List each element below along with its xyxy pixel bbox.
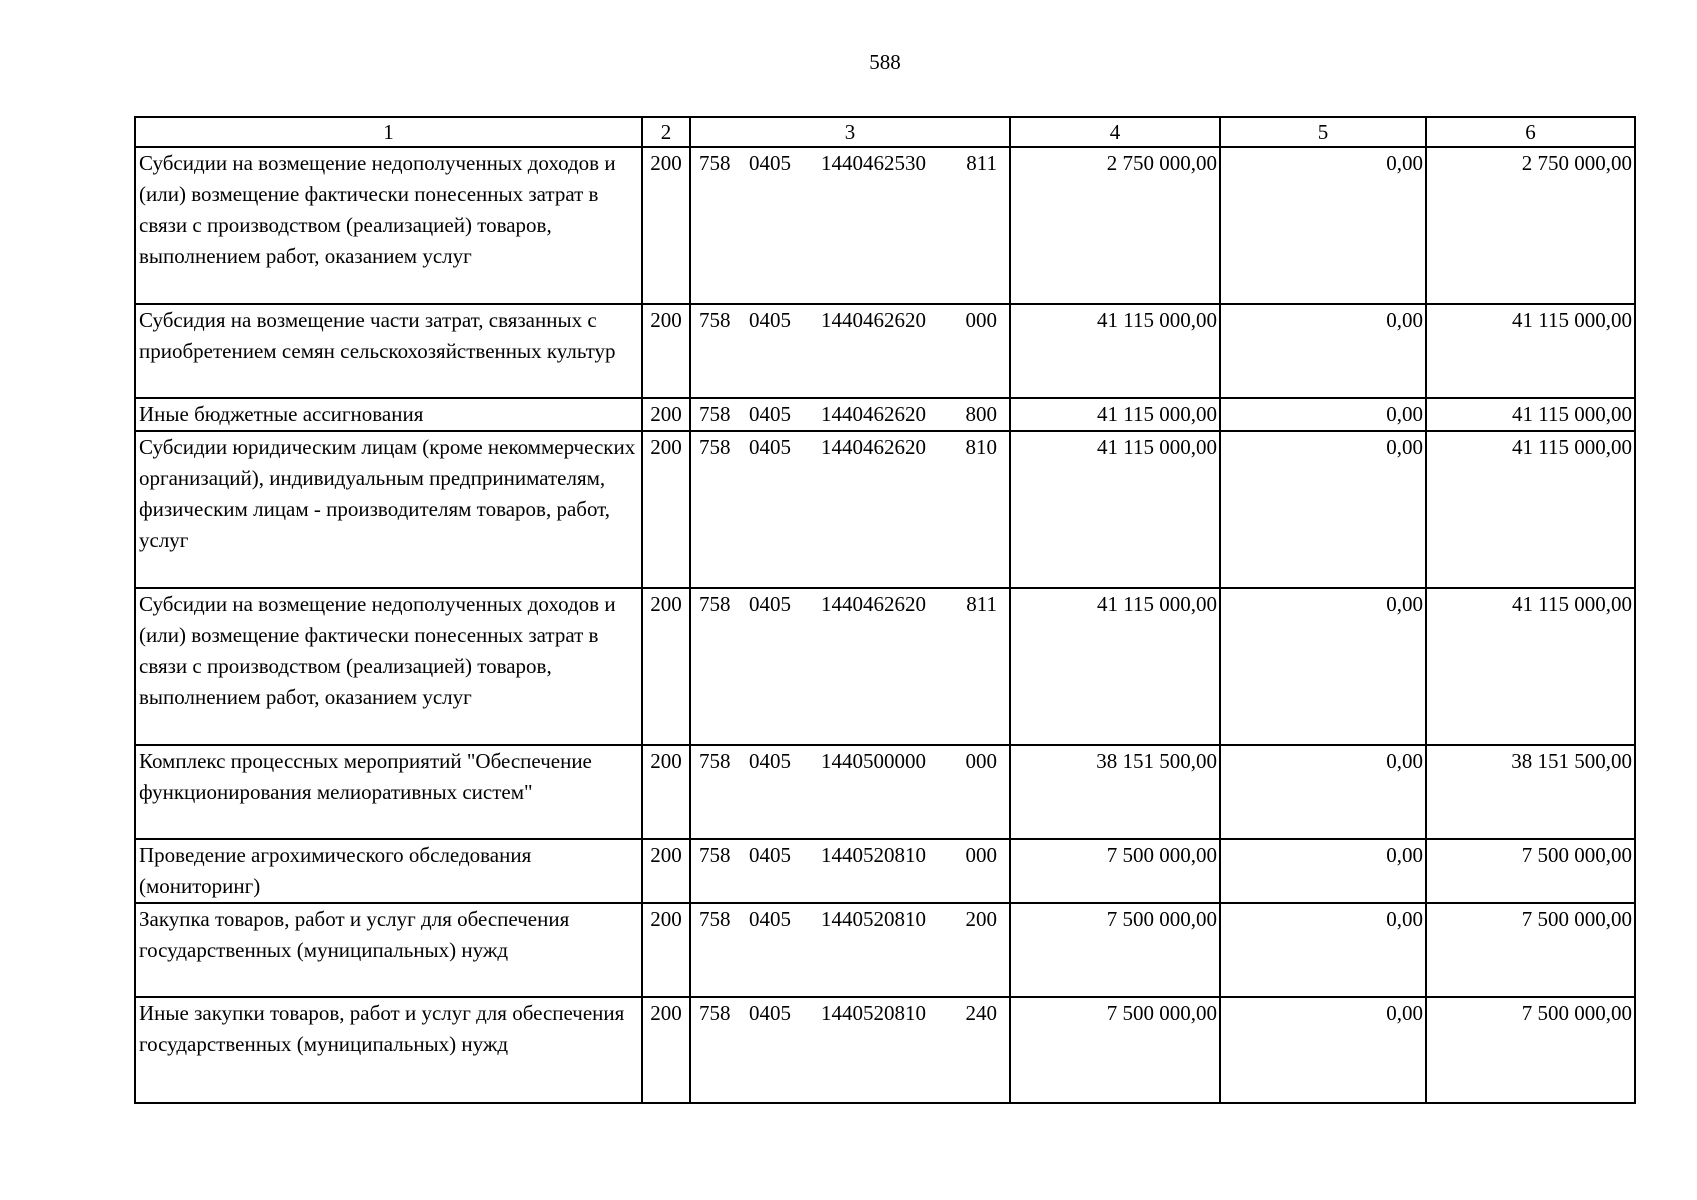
row-name: Проведение агрохимического обследования (мониторинг) [135, 839, 642, 903]
code-section: 0405 [749, 907, 791, 931]
code-expense-type: 000 [965, 749, 997, 773]
code-target: 1440462620 [821, 435, 926, 459]
code-gr: 758 [699, 1001, 731, 1025]
row-name: Субсидии на возмещение недополученных доходов и (или) возмещение фактически понесенных затрат в связи с производством (реализацией) товаров, выполнением работ, оказанием услуг [135, 147, 642, 304]
row-code: 200 [642, 839, 690, 903]
classification-code [690, 839, 1010, 903]
classification-code [690, 903, 1010, 997]
code-expense-type: 000 [965, 843, 997, 867]
code-gr: 758 [699, 151, 731, 175]
code-gr: 758 [699, 907, 731, 931]
amount-col5: 0,00 [1220, 304, 1426, 398]
amount-col5: 0,00 [1220, 997, 1426, 1103]
code-gr: 758 [699, 592, 731, 616]
row-code: 200 [642, 745, 690, 839]
code-section: 0405 [749, 402, 791, 426]
table-row [135, 431, 1635, 588]
table-row [135, 997, 1635, 1103]
code-section: 0405 [749, 749, 791, 773]
code-target: 1440520810 [821, 843, 926, 867]
row-name: Иные закупки товаров, работ и услуг для обеспечения государственных (муниципальных) нужд [135, 997, 642, 1103]
classification-code [690, 304, 1010, 398]
row-name: Комплекс процессных мероприятий "Обеспечение функционирования мелиоративных систем" [135, 745, 642, 839]
amount-col6: 41 115 000,00 [1426, 431, 1635, 588]
row-name: Субсидии юридическим лицам (кроме некоммерческих организаций), индивидуальным предпринимателям, физическим лицам - производителям товаров, работ, услуг [135, 431, 642, 588]
table-row [135, 398, 1635, 431]
row-code: 200 [642, 588, 690, 745]
code-gr: 758 [699, 749, 731, 773]
code-section: 0405 [749, 1001, 791, 1025]
row-name: Закупка товаров, работ и услуг для обеспечения государственных (муниципальных) нужд [135, 903, 642, 997]
amount-col4: 41 115 000,00 [1010, 431, 1220, 588]
amount-col5: 0,00 [1220, 398, 1426, 431]
code-target: 1440462620 [821, 402, 926, 426]
amount-col5: 0,00 [1220, 839, 1426, 903]
amount-col4: 41 115 000,00 [1010, 304, 1220, 398]
table-row [135, 839, 1635, 903]
row-code: 200 [642, 431, 690, 588]
amount-col6: 7 500 000,00 [1426, 997, 1635, 1103]
amount-col6: 41 115 000,00 [1426, 398, 1635, 431]
row-name: Иные бюджетные ассигнования [135, 398, 642, 431]
amount-col4: 7 500 000,00 [1010, 903, 1220, 997]
amount-col6: 7 500 000,00 [1426, 903, 1635, 997]
row-code: 200 [642, 304, 690, 398]
amount-col6: 7 500 000,00 [1426, 839, 1635, 903]
row-code: 200 [642, 997, 690, 1103]
code-gr: 758 [699, 435, 731, 459]
code-target: 1440462620 [821, 308, 926, 332]
amount-col5: 0,00 [1220, 431, 1426, 588]
code-expense-type: 811 [966, 151, 997, 175]
page-number: 588 [869, 50, 901, 74]
code-target: 1440500000 [821, 749, 926, 773]
classification-code [690, 997, 1010, 1103]
row-name: Субсидия на возмещение части затрат, связанных с приобретением семян сельскохозяйственных культур [135, 304, 642, 398]
column-number: 6 [1426, 117, 1635, 147]
table-row [135, 147, 1635, 304]
amount-col6: 41 115 000,00 [1426, 588, 1635, 745]
budget-table [134, 116, 1636, 1104]
classification-code [690, 588, 1010, 745]
row-code: 200 [642, 903, 690, 997]
row-code: 200 [642, 147, 690, 304]
amount-col6: 2 750 000,00 [1426, 147, 1635, 304]
code-section: 0405 [749, 308, 791, 332]
code-section: 0405 [749, 435, 791, 459]
code-gr: 758 [699, 843, 731, 867]
table-row [135, 745, 1635, 839]
amount-col4: 38 151 500,00 [1010, 745, 1220, 839]
classification-code [690, 398, 1010, 431]
row-name: Субсидии на возмещение недополученных доходов и (или) возмещение фактически понесенных затрат в связи с производством (реализацией) товаров, выполнением работ, оказанием услуг [135, 588, 642, 745]
amount-col4: 7 500 000,00 [1010, 997, 1220, 1103]
code-expense-type: 810 [965, 435, 997, 459]
amount-col5: 0,00 [1220, 588, 1426, 745]
classification-code [690, 431, 1010, 588]
code-expense-type: 200 [965, 907, 997, 931]
amount-col4: 2 750 000,00 [1010, 147, 1220, 304]
amount-col5: 0,00 [1220, 903, 1426, 997]
amount-col4: 7 500 000,00 [1010, 839, 1220, 903]
code-expense-type: 811 [966, 592, 997, 616]
code-gr: 758 [699, 402, 731, 426]
classification-code [690, 745, 1010, 839]
column-number: 1 [135, 117, 642, 147]
table-row [135, 304, 1635, 398]
code-expense-type: 000 [965, 308, 997, 332]
amount-col6: 38 151 500,00 [1426, 745, 1635, 839]
amount-col4: 41 115 000,00 [1010, 588, 1220, 745]
amount-col5: 0,00 [1220, 147, 1426, 304]
code-target: 1440462620 [821, 592, 926, 616]
code-target: 1440520810 [821, 1001, 926, 1025]
code-target: 1440462530 [821, 151, 926, 175]
column-number: 2 [642, 117, 690, 147]
code-target: 1440520810 [821, 907, 926, 931]
column-number: 5 [1220, 117, 1426, 147]
code-expense-type: 800 [965, 402, 997, 426]
classification-code [690, 147, 1010, 304]
column-number: 4 [1010, 117, 1220, 147]
code-section: 0405 [749, 592, 791, 616]
code-gr: 758 [699, 308, 731, 332]
amount-col6: 41 115 000,00 [1426, 304, 1635, 398]
amount-col4: 41 115 000,00 [1010, 398, 1220, 431]
row-code: 200 [642, 398, 690, 431]
table-row [135, 903, 1635, 997]
code-expense-type: 240 [965, 1001, 997, 1025]
column-number: 3 [690, 117, 1010, 147]
table-row [135, 588, 1635, 745]
code-section: 0405 [749, 843, 791, 867]
code-section: 0405 [749, 151, 791, 175]
column-number-row [135, 117, 1635, 147]
amount-col5: 0,00 [1220, 745, 1426, 839]
